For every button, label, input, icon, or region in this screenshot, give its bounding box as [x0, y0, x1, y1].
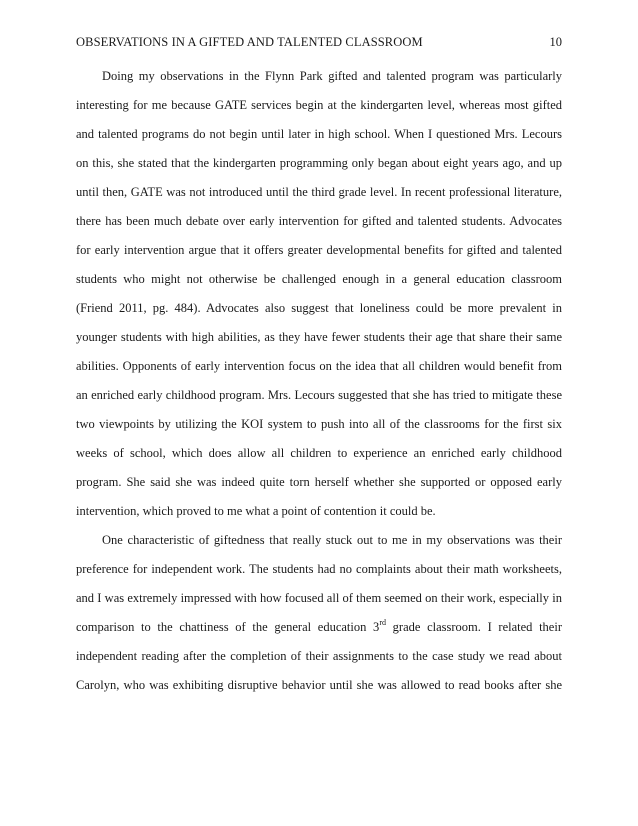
text-line: students who might not otherwise be challenged enough in a general education classroom	[76, 272, 562, 286]
text-line: younger students with high abilities, as they have fewer students their age that share their same	[76, 330, 562, 344]
text-line: abilities. Opponents of early intervention focus on the idea that all children would benefit from	[76, 359, 562, 373]
text-line: and I was extremely impressed with how focused all of them seemed on their work, especially in	[76, 591, 562, 605]
page-number: 10	[549, 35, 562, 49]
text-line: Doing my observations in the Flynn Park gifted and talented program was particularly	[102, 69, 562, 83]
text-line: two viewpoints by utilizing the KOI system to push into all of the classrooms for the first six	[76, 417, 562, 431]
page-header	[76, 35, 562, 53]
text-line: and talented programs do not begin until later in high school. When I questioned Mrs. Lecours	[76, 127, 562, 141]
text-line: independent reading after the completion of their assignments to the case study we read about	[76, 649, 562, 663]
text-line: an enriched early childhood program. Mrs. Lecours suggested that she has tried to mitigate these	[76, 388, 562, 402]
text-segment: grade classroom. I related their	[385, 620, 562, 634]
text-line: weeks of school, which does allow all children to experience an enriched early childhood	[76, 446, 562, 460]
text-line: for early intervention argue that it offers greater developmental benefits for gifted and talented	[76, 243, 562, 257]
text-line: until then, GATE was not introduced until the third grade level. In recent professional literature,	[76, 185, 562, 199]
text-line: interesting for me because GATE services begin at the kindergarten level, whereas most gifted	[76, 98, 562, 112]
text-line: intervention, which proved to me what a point of contention it could be.	[76, 504, 436, 518]
paragraph-1	[76, 62, 562, 526]
text-segment: comparison to the chattiness of the general education 3	[76, 620, 380, 634]
text-line: there has been much debate over early intervention for gifted and talented students. Advocates	[76, 214, 562, 228]
body-text	[76, 62, 562, 700]
text-line-with-superscript	[76, 613, 562, 642]
text-line: One characteristic of giftedness that really stuck out to me in my observations was their	[102, 533, 562, 547]
text-line: Carolyn, who was exhibiting disruptive behavior until she was allowed to read books after she	[76, 678, 562, 692]
running-head: OBSERVATIONS IN A GIFTED AND TALENTED CLASSROOM	[76, 35, 423, 49]
text-line: preference for independent work. The students had no complaints about their math worksheets,	[76, 562, 562, 576]
ordinal-superscript: rd	[379, 618, 386, 627]
text-line: on this, she stated that the kindergarten programming only began about eight years ago, and up	[76, 156, 562, 170]
text-line: program. She said she was indeed quite torn herself whether she supported or opposed early	[76, 475, 562, 489]
text-line: (Friend 2011, pg. 484). Advocates also suggest that loneliness could be more prevalent in	[76, 301, 562, 315]
paragraph-2	[76, 526, 562, 700]
